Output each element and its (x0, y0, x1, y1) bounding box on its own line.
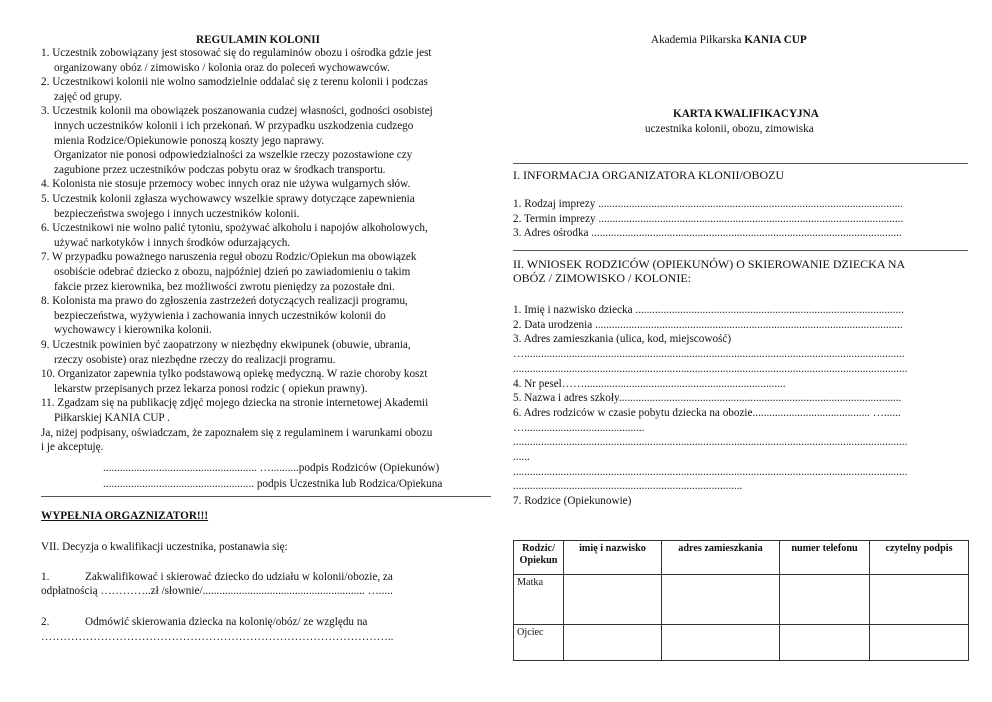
section-2-field[interactable]: ............................................................................................................................................. (513, 362, 908, 375)
option-2-text: Odmówić skierowania dziecka na kolonię/obóz/ ze względu na (85, 616, 368, 628)
row-label-mother: Matka (514, 575, 564, 625)
section-2-field[interactable]: 5. Nazwa i adres szkoły..................................................................................................... (513, 392, 902, 405)
regulation-line: osobiście odebrać dziecko z obozu, najpóźniej dzień po zawiadomieniu o takim (54, 266, 411, 278)
regulation-line: 6. Uczestnikowi nie wolno palić tytoniu, spożywać alkoholu i napojów alkoholowych, (41, 222, 428, 235)
section-2-field[interactable]: …........................................................................................................................................ (513, 348, 905, 361)
father-name-cell[interactable] (564, 625, 662, 661)
father-phone-cell[interactable] (780, 625, 870, 661)
regulations-column (41, 0, 496, 702)
parent-signature-line: ....................................................... …..........podpis Rodziców (Opiekunów) (103, 462, 440, 474)
option-1-number: 1. (41, 571, 50, 583)
column-header-parent: Rodzic/ Opiekun (514, 541, 564, 575)
decision-heading: VII. Decyzja o kwalifikacji uczestnika, postanawia się: (41, 541, 288, 553)
section-2-field[interactable]: ...... (513, 451, 530, 463)
participant-signature-line: ...................................................... podpis Uczestnika lub Rodzica/Opiekuna (103, 478, 443, 490)
organizer-section-header: WYPEŁNIA ORGAZNIZATOR!!! (41, 510, 209, 522)
mother-name-cell[interactable] (564, 575, 662, 625)
regulation-line: 5. Uczestnik kolonii zgłasza wychowawcy wszelkie sprawy dotyczące zapewnienia (41, 193, 415, 205)
regulation-line: Ja, niżej podpisany, oświadczam, że zapoznałem się z regulaminem i warunkami obozu (41, 426, 433, 439)
section-2-field[interactable]: 3. Adres zamieszkania (ulica, kod, miejscowość) (513, 333, 732, 346)
academy-header (651, 34, 807, 47)
divider (41, 496, 491, 497)
regulation-line: 9. Uczestnik powinien być zaopatrzony w niezbędny ekwipunek (obuwie, ubrania, (41, 339, 411, 351)
card-title: KARTA KWALIFIKACYJNA (673, 108, 819, 120)
regulation-line: wychowawcy i kierownika kolonii. (54, 324, 212, 337)
regulation-line: mienia Rodzice/Opiekunowie ponoszą koszty jego naprawy. (54, 134, 325, 147)
option-2-reason-line: ………………………………………………………………………………….. (41, 631, 394, 643)
regulation-line: bezpieczeństwa swojego i innych uczestników kolonii. (54, 207, 300, 220)
mother-signature-cell[interactable] (870, 575, 969, 625)
column-header-address: adres zamieszkania (662, 541, 780, 575)
regulation-line: 3. Uczestnik kolonii ma obowiązek poszanowania cudzej własności, godności osobistej (41, 105, 433, 118)
parents-table (513, 540, 969, 661)
column-header-phone: numer telefonu (780, 541, 870, 575)
regulation-line: Piłkarskiej KANIA CUP . (54, 412, 170, 424)
row-label-father: Ojciec (514, 625, 564, 661)
regulation-line: organizowany obóz / zimowisko / kolonia oraz do poleceń wychowawców. (54, 61, 390, 74)
section-2-field[interactable]: .................................................................................. (513, 480, 743, 493)
section-2-field[interactable]: …........................................... (513, 421, 645, 434)
regulation-line: zajęć od grupy. (54, 90, 122, 103)
section-2-field: 7. Rodzice (Opiekunowie) (513, 495, 632, 508)
section-2-field[interactable]: 4. Nr pesel……........................................................................ (513, 377, 786, 390)
regulation-line: 7. W przypadku poważnego naruszenia reguł obozu Rodzic/Opiekun ma obowiązek (41, 251, 417, 264)
table-row (514, 575, 969, 625)
regulation-line: Organizator nie ponosi odpowiedzialności za wszelkie rzeczy pozostawione czy (54, 149, 413, 162)
column-header-signature: czytelny podpis (870, 541, 969, 575)
section-2-heading-line-2: OBÓZ / ZIMOWISKO / KOLONIE: (513, 271, 691, 285)
academy-name: KANIA CUP (744, 34, 807, 46)
mother-address-cell[interactable] (662, 575, 780, 625)
section-2-heading-line-1: II. WNIOSEK RODZICÓW (OPIEKUNÓW) O SKIEROWANIE DZIECKA NA (513, 257, 906, 271)
section-1-field[interactable]: 1. Rodzaj imprezy ............................................................................................................. (513, 198, 903, 210)
regulation-line: 10. Organizator zapewnia tylko podstawową opiekę medyczną. W razie choroby koszt (41, 368, 428, 381)
regulation-line: i je akceptuję. (41, 441, 104, 454)
regulation-line: zagubione przez uczestników podczas pobytu oraz w środkach transportu. (54, 163, 386, 176)
section-1-heading: I. INFORMACJA ORGANIZATORA KLONII/OBOZU (513, 168, 785, 182)
table-header-row (514, 541, 969, 575)
regulation-line: lekarstw przepisanych przez lekarza ponosi rodzic ( opiekun prawny). (54, 382, 368, 395)
regulation-line: 2. Uczestnikowi kolonii nie wolno samodzielnie oddalać się z terenu kolonii i podczas (41, 76, 428, 89)
divider (513, 250, 968, 251)
regulation-line: bezpieczeństwa, wyżywienia i zachowania innych uczestników kolonii do (54, 309, 386, 322)
section-2-field[interactable]: 2. Data urodzenia .............................................................................................................. (513, 318, 903, 331)
father-signature-cell[interactable] (870, 625, 969, 661)
regulation-line: 11. Zgadzam się na publikację zdjęć mojego dziecka na stronie internetowej Akademii (41, 397, 429, 410)
option-2-number: 2. (41, 616, 50, 628)
option-1-payment-line: odpłatnością …………..zł /słownie/.......................................................... …..... (41, 585, 393, 597)
father-address-cell[interactable] (662, 625, 780, 661)
regulations-title: REGULAMIN KOLONII (196, 34, 321, 46)
section-2-field[interactable]: 1. Imię i nazwisko dziecka ................................................................................................ (513, 304, 904, 316)
section-2-field[interactable]: 6. Adres rodziców w czasie pobytu dziecka na obozie.......................................... …...... (513, 406, 901, 419)
regulation-line: 1. Uczestnik zobowiązany jest stosować się do regulaminów obozu i ośrodka gdzie jest (41, 47, 432, 59)
qualification-card-column (513, 0, 975, 702)
regulation-line: innych uczestników kolonii i ich przekonań. W przypadku uszkodzenia cudzego (54, 120, 414, 132)
section-1-field[interactable]: 3. Adres ośrodka ............................................................................................................... (513, 227, 902, 239)
regulation-line: rzeczy osobiste) oraz niezbędne rzeczy do realizacji programu. (54, 353, 336, 366)
regulation-line: używać narkotyków i innych środków odurzających. (54, 236, 291, 249)
regulation-line: fakcie przez kierownika, bez możliwości zwrotu pieniędzy za pozostałe dni. (54, 280, 395, 293)
section-2-field[interactable]: ............................................................................................................................................. (513, 465, 908, 478)
mother-phone-cell[interactable] (780, 575, 870, 625)
table-row (514, 625, 969, 661)
academy-prefix: Akademia Piłkarska (651, 34, 745, 46)
section-2-field[interactable]: ............................................................................................................................................. (513, 436, 908, 449)
regulation-line: 4. Kolonista nie stosuje przemocy wobec innych oraz nie używa wulgarnych słów. (41, 178, 411, 191)
card-subtitle: uczestnika kolonii, obozu, zimowiska (645, 123, 814, 135)
option-1-text: Zakwalifikować i skierować dziecko do udziału w kolonii/obozie, za (85, 571, 393, 583)
regulation-line: 8. Kolonista ma prawo do zgłoszenia zastrzeżeń dotyczących realizacji programu, (41, 295, 408, 308)
divider (513, 163, 968, 164)
section-1-field[interactable]: 2. Termin imprezy ............................................................................................................. (513, 212, 904, 225)
column-header-name: imię i nazwisko (564, 541, 662, 575)
